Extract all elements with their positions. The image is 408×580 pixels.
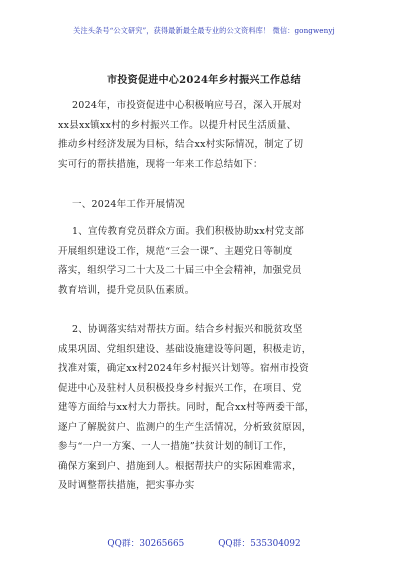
text-line: 实可行的帮扶措施，现将一年来工作总结如下：	[58, 158, 263, 170]
footer-qq-group-2: QQ群：535304092	[218, 539, 301, 549]
text-line: 推动乡村经济发展为目标，结合xx村实际情况，制定了切	[58, 139, 304, 150]
text-line: 确保方案到户、措施到人。根据帮扶户的实际困难需求，	[58, 460, 302, 472]
section-heading: 一、2024年工作开展情况	[72, 199, 185, 210]
text-line: 教育培训，提升党员队伍素质。	[58, 284, 195, 296]
text-line: 2、协调落实结对帮扶方面。结合乡村振兴和脱贫攻坚	[72, 324, 303, 335]
paragraph-1	[58, 222, 362, 300]
text-line: 1、宣传教育党员群众方面。我们积极协助xx村党支部	[72, 226, 305, 237]
text-line: 及时调整帮扶措施，把实事办实	[58, 480, 195, 491]
text-line: 促进中心及驻村人员积极投身乡村振兴工作，在项目、党	[58, 382, 302, 394]
header-banner: 关注头条号“公文研究”，获得最新最全最专业的公文资料库！ 微信：gongwenyj	[73, 26, 335, 35]
document-title: 市投资促进中心2024年乡村振兴工作总结	[107, 75, 301, 86]
text-line: 2024年，市投资促进中心积极响应号召，深入开展对	[72, 100, 302, 111]
footer-qq-group-1: QQ群：30265665	[107, 539, 185, 549]
intro-paragraph	[58, 96, 362, 174]
text-line: xx县xx镇xx村的乡村振兴工作。以提升村民生活质量、	[58, 119, 297, 131]
text-line: 落实，组织学习二十大及二十届三中全会精神，加强党员	[58, 265, 302, 276]
text-line: 开展组织建设工作，规范“三会一课”、主题党日等制度	[58, 245, 293, 257]
text-line: 找准对策，确定xx村2024年乡村振兴计划等。宿州市投资	[58, 363, 309, 374]
text-line: 建等方面给与xx村大力帮扶。同时，配合xx村等两委干部，	[58, 402, 315, 413]
paragraph-2	[58, 320, 362, 496]
text-line: 逐户了解脱贫户、监测户的生产生活情况，分析致贫原因，	[58, 421, 312, 433]
footer-contacts	[0, 536, 408, 549]
text-line: 成果巩固、党组织建设、基础设施建设等问题，积极走访，	[58, 343, 312, 355]
text-line: 参与“一户一方案、一人一措施”扶贫计划的制订工作，	[58, 441, 293, 452]
